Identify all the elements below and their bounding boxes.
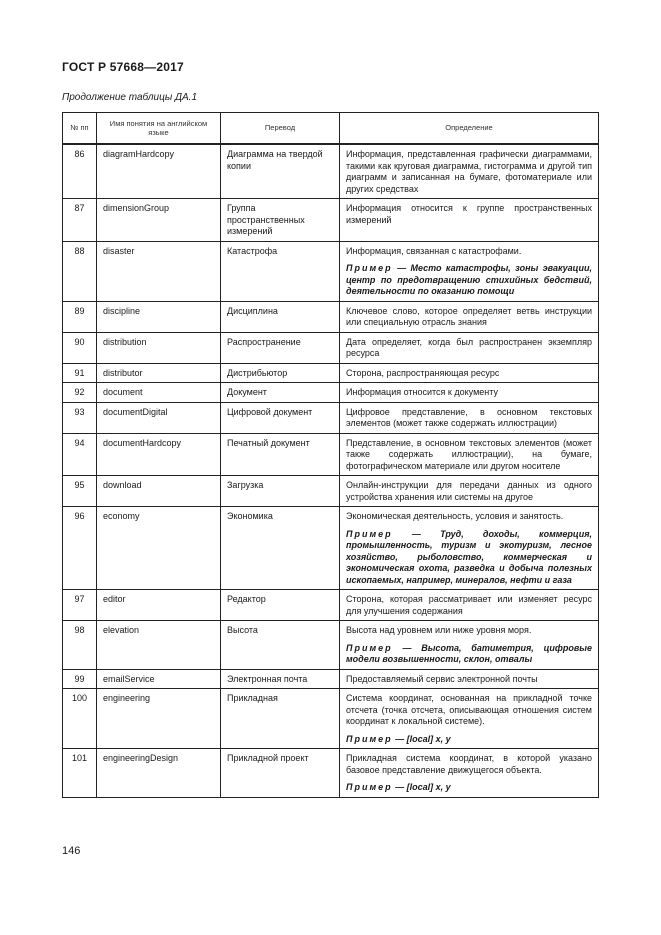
example-dash: — [392,733,407,744]
term-definition: Информация относится к группе пространственных измерений [346,203,592,225]
row-number: 97 [63,590,97,621]
example-dash: — [392,782,407,792]
term-definition: Информация, представленная графически диаграммами, такими как круговая диаграмма, гистограмма и другой тип диаграмм и записанная на бумаге, фотоматериале или других средствах [346,149,592,194]
row-number: 86 [63,144,97,199]
table-row [63,507,599,590]
term-translation: Загрузка [221,476,340,507]
col-header-number: № пп [63,113,97,145]
row-number: 87 [63,199,97,242]
row-number: 99 [63,669,97,689]
example-label: Пример [346,782,393,792]
example-text: Высота, батиметрия, цифровые модели возвышенности, склон, отвалы [346,642,592,664]
term-translation: Экономика [221,507,340,590]
terms-table [62,112,599,798]
term-translation: Дистрибьютор [221,363,340,383]
term-translation: Документ [221,383,340,403]
document-title: ГОСТ Р 57668—2017 [62,60,184,74]
term-name: editor [97,590,221,621]
term-translation: Диаграмма на твердой копии [221,144,340,199]
row-number: 98 [63,621,97,670]
example-dash: — [392,642,422,653]
term-translation: Высота [221,621,340,670]
row-number: 89 [63,301,97,332]
table-row [63,590,599,621]
col-header-translation: Перевод [221,113,340,145]
term-name: document [97,383,221,403]
term-definition-cell [340,507,599,590]
term-definition-cell [340,433,599,476]
term-definition: Информация, связанная с катастрофами. [346,245,522,256]
term-definition: Цифровое представление, в основном текстовых элементов (может также содержать иллюстрации) [346,406,592,428]
table-header-row [63,113,599,145]
term-definition: Система координат, основанная на прикладной точке отсчета (точка отсчета, описывающая отношения систем координат к локальной системе). [346,693,592,726]
table-caption: Продолжение таблицы ДА.1 [62,92,198,103]
row-number: 91 [63,363,97,383]
term-definition: Высота над уровнем или ниже уровня моря. [346,625,532,635]
table-row [63,144,599,199]
table-row [63,749,599,798]
term-definition-cell [340,363,599,383]
term-definition: Онлайн-инструкции для передачи данных из одного устройства хранения или системы на другое [346,480,592,502]
term-translation: Редактор [221,590,340,621]
term-translation: Дисциплина [221,301,340,332]
term-example [346,782,592,794]
term-definition-cell [340,689,599,749]
table-row [63,689,599,749]
term-name: economy [97,507,221,590]
term-name: engineering [97,689,221,749]
example-label: Пример [346,642,393,653]
term-name: documentDigital [97,402,221,433]
example-label: Пример [346,528,393,539]
term-name: emailService [97,669,221,689]
term-name: elevation [97,621,221,670]
row-number: 92 [63,383,97,403]
term-example [346,529,592,587]
table-row [63,433,599,476]
term-definition-cell [340,144,599,199]
term-definition-cell [340,749,599,798]
page-number: 146 [62,845,81,857]
col-header-definition: Определение [340,113,599,145]
row-number: 90 [63,332,97,363]
term-definition: Сторона, распространяющая ресурс [346,367,500,378]
row-number: 96 [63,507,97,590]
example-text: [local] x, y [406,733,451,744]
term-definition: Прикладная система координат, в которой указано базовое представление движущегося объекта. [346,753,592,775]
row-number: 88 [63,241,97,301]
term-translation: Группа пространственных измерений [221,199,340,242]
term-name: distributor [97,363,221,383]
term-translation: Прикладной проект [221,749,340,798]
table-row [63,621,599,670]
term-translation: Распространение [221,332,340,363]
term-definition-cell [340,199,599,242]
example-dash: — [392,263,411,273]
term-definition-cell [340,383,599,403]
term-definition-cell [340,621,599,670]
term-name: disaster [97,241,221,301]
term-translation: Катастрофа [221,241,340,301]
example-text: Место катастрофы, зоны эвакуации, центр по предотвращению стихийных бедствий, деятельности по оказанию помощи [346,263,592,296]
term-example [346,263,592,298]
table-row [63,199,599,242]
term-translation: Цифровой документ [221,402,340,433]
table-row [63,363,599,383]
term-definition: Представление, в основном текстовых элементов (может также содержать иллюстрации), на бумаге, фотографическом материале или другом носителе [346,437,592,471]
term-name: distribution [97,332,221,363]
term-definition-cell [340,332,599,363]
term-name: diagramHardcopy [97,144,221,199]
table-row [63,332,599,363]
term-definition-cell [340,669,599,689]
term-definition-cell [340,241,599,301]
term-definition: Информация относится к документу [346,387,498,397]
row-number: 100 [63,689,97,749]
term-name: discipline [97,301,221,332]
term-translation: Электронная почта [221,669,340,689]
example-text: [local] x, y [406,782,451,792]
term-name: download [97,476,221,507]
term-example [346,734,592,746]
row-number: 94 [63,433,97,476]
row-number: 95 [63,476,97,507]
term-definition-cell [340,402,599,433]
term-name: dimensionGroup [97,199,221,242]
example-label: Пример [346,263,393,273]
table-row [63,402,599,433]
table-row [63,241,599,301]
example-dash: — [392,528,441,539]
term-definition: Предоставляемый сервис электронной почты [346,673,538,684]
term-name: engineeringDesign [97,749,221,798]
row-number: 93 [63,402,97,433]
term-definition-cell [340,590,599,621]
col-header-english-name: Имя понятия на английском языке [97,113,221,145]
table-row [63,301,599,332]
term-definition: Дата определяет, когда был распространен экземпляр ресурса [346,336,592,358]
term-translation: Прикладная [221,689,340,749]
term-translation: Печатный документ [221,433,340,476]
term-definition: Сторона, которая рассматривает или изменяет ресурс для улучшения содержания [346,594,592,616]
term-definition: Ключевое слово, которое определяет ветвь инструкции или специальную отрасль знания [346,305,592,327]
table-row [63,383,599,403]
term-definition: Экономическая деятельность, условия и занятость. [346,511,564,521]
example-label: Пример [346,733,393,744]
term-definition-cell [340,301,599,332]
row-number: 101 [63,749,97,798]
table-row [63,669,599,689]
term-example [346,643,592,666]
table-row [63,476,599,507]
term-definition-cell [340,476,599,507]
example-text: Труд, доходы, коммерция, промышленность, туризм и экотуризм, лесное хозяйство, рыболовство, коммерческая и экономическая охота, разведка и добыча полезных ископаемых, например, минералов, нефти и газа [346,528,592,585]
term-name: documentHardcopy [97,433,221,476]
